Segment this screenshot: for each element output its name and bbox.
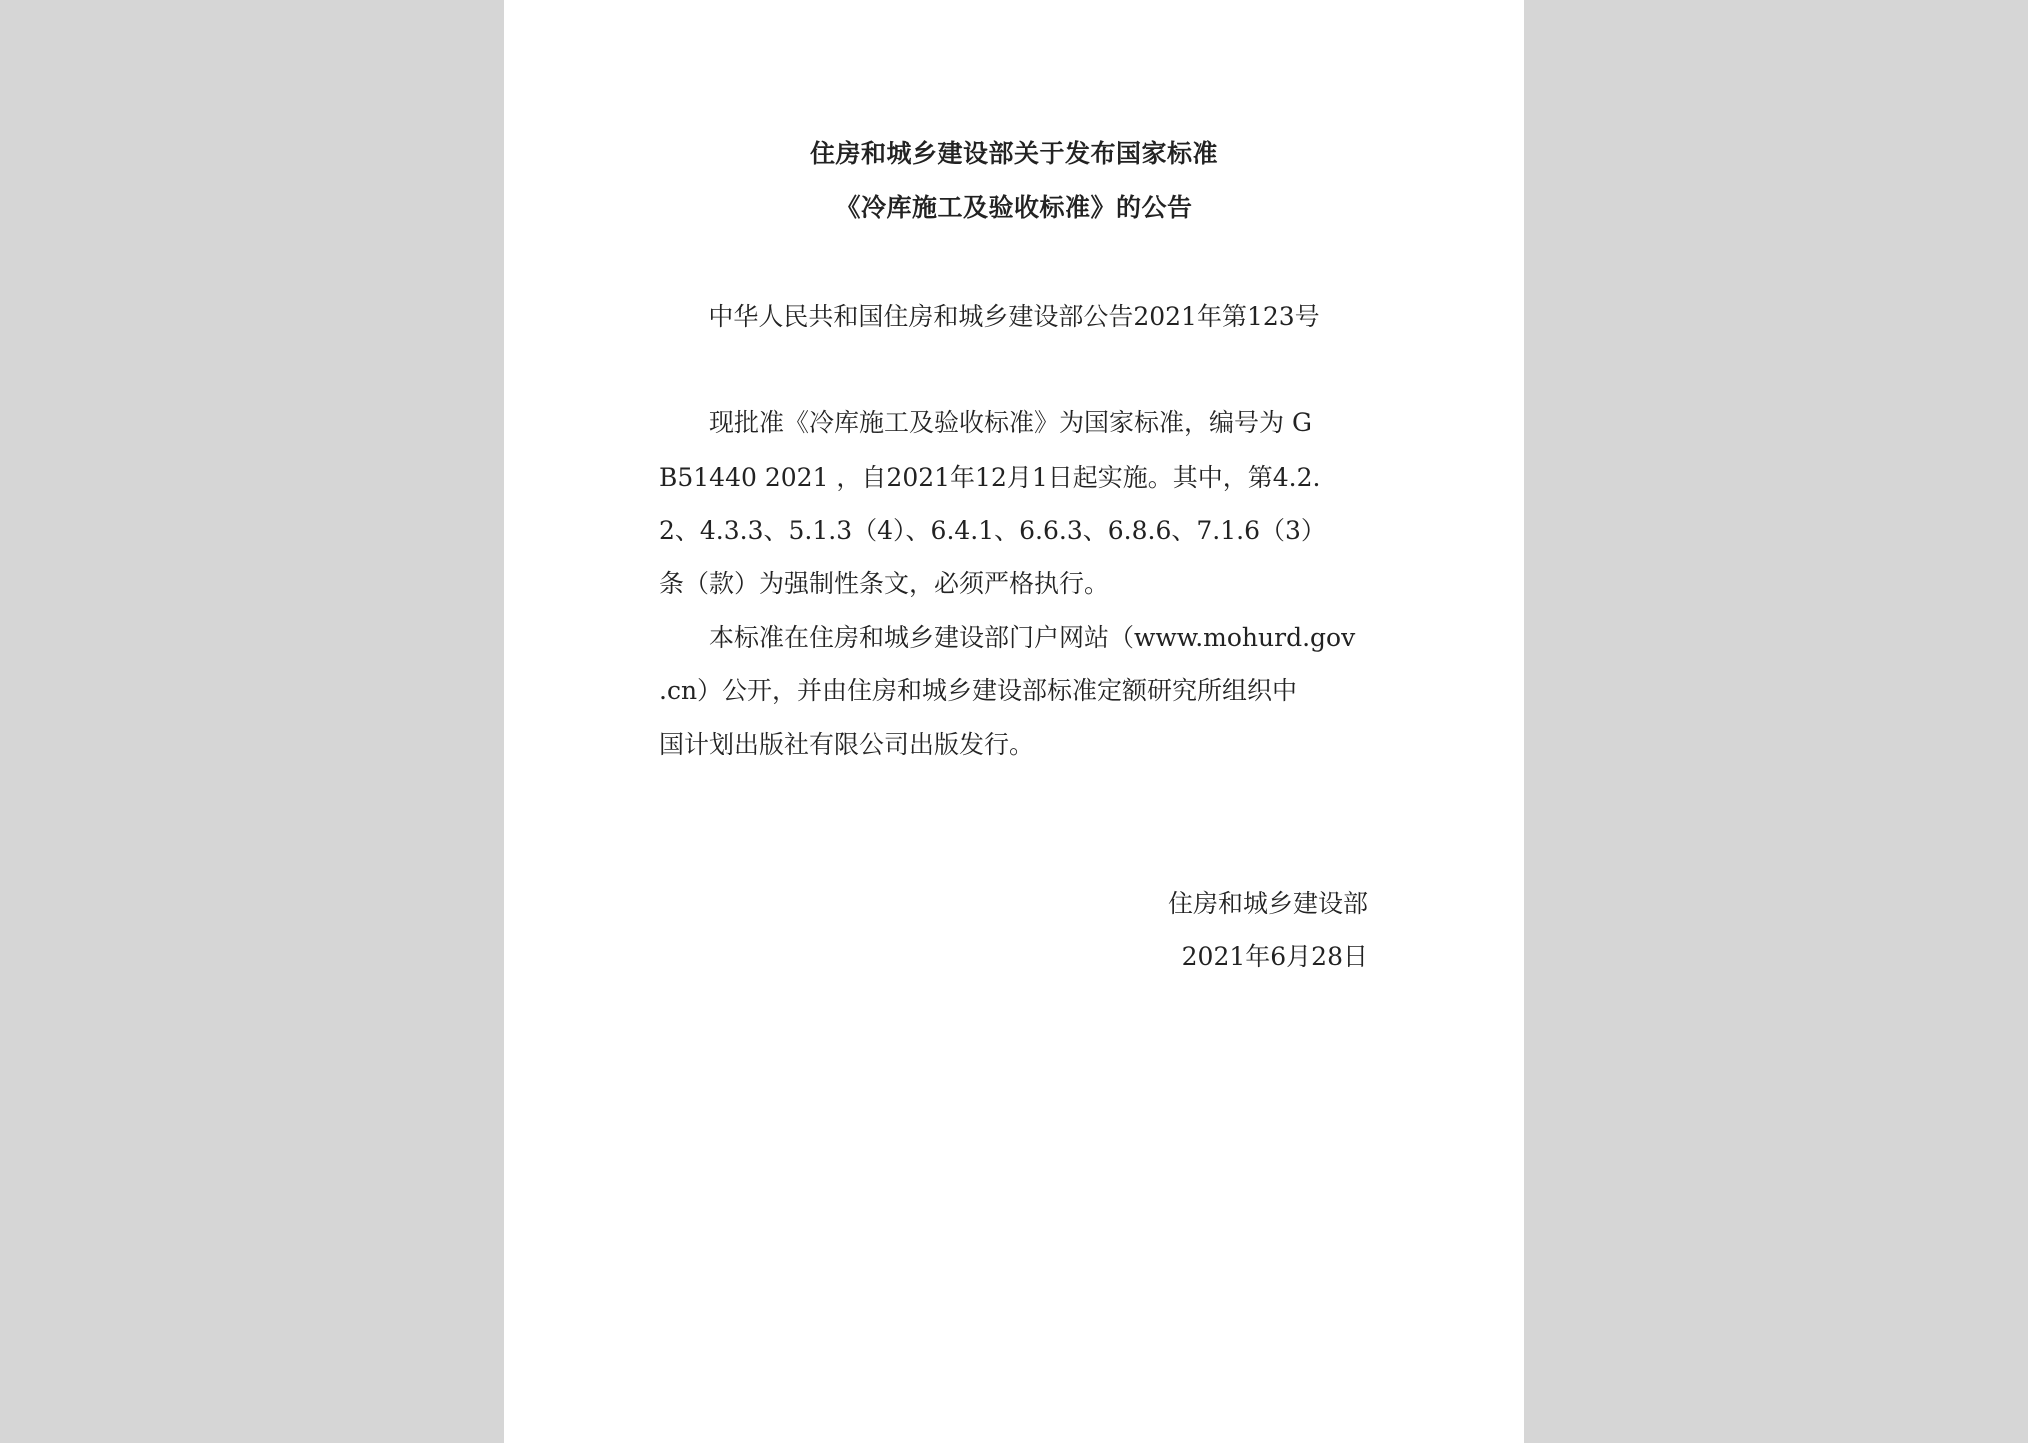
title-line-1: 住房和城乡建设部关于发布国家标准 — [809, 139, 1218, 168]
title-line-2: 《冷库施工及验收标准》的公告 — [835, 193, 1193, 222]
body-line-6: .cn）公开，并由住房和城乡建设部标准定额研究所组织中 — [659, 676, 1298, 705]
announcement-number: 中华人民共和国住房和城乡建设部公告2021年第123号 — [708, 302, 1320, 331]
document-page — [504, 0, 1524, 1443]
body-line-2: B51440 2021 ，自2021年12月1日起实施。其中，第4.2. — [659, 463, 1321, 492]
body-line-7: 国计划出版社有限公司出版发行。 — [659, 730, 1035, 759]
signature-organization: 住房和城乡建设部 — [1167, 889, 1368, 918]
body-line-3: 2、4.3.3、5.1.3（4）、6.4.1、6.6.3、6.8.6、7.1.6（3） — [659, 516, 1326, 545]
signature-date: 2021年6月28日 — [1181, 942, 1368, 971]
body-line-1: 现批准《冷库施工及验收标准》为国家标准，编号为 G — [659, 408, 1312, 437]
body-line-5: 本标准在住房和城乡建设部门户网站（www.mohurd.gov — [659, 623, 1356, 652]
body-line-4: 条（款）为强制性条文，必须严格执行。 — [659, 569, 1110, 598]
